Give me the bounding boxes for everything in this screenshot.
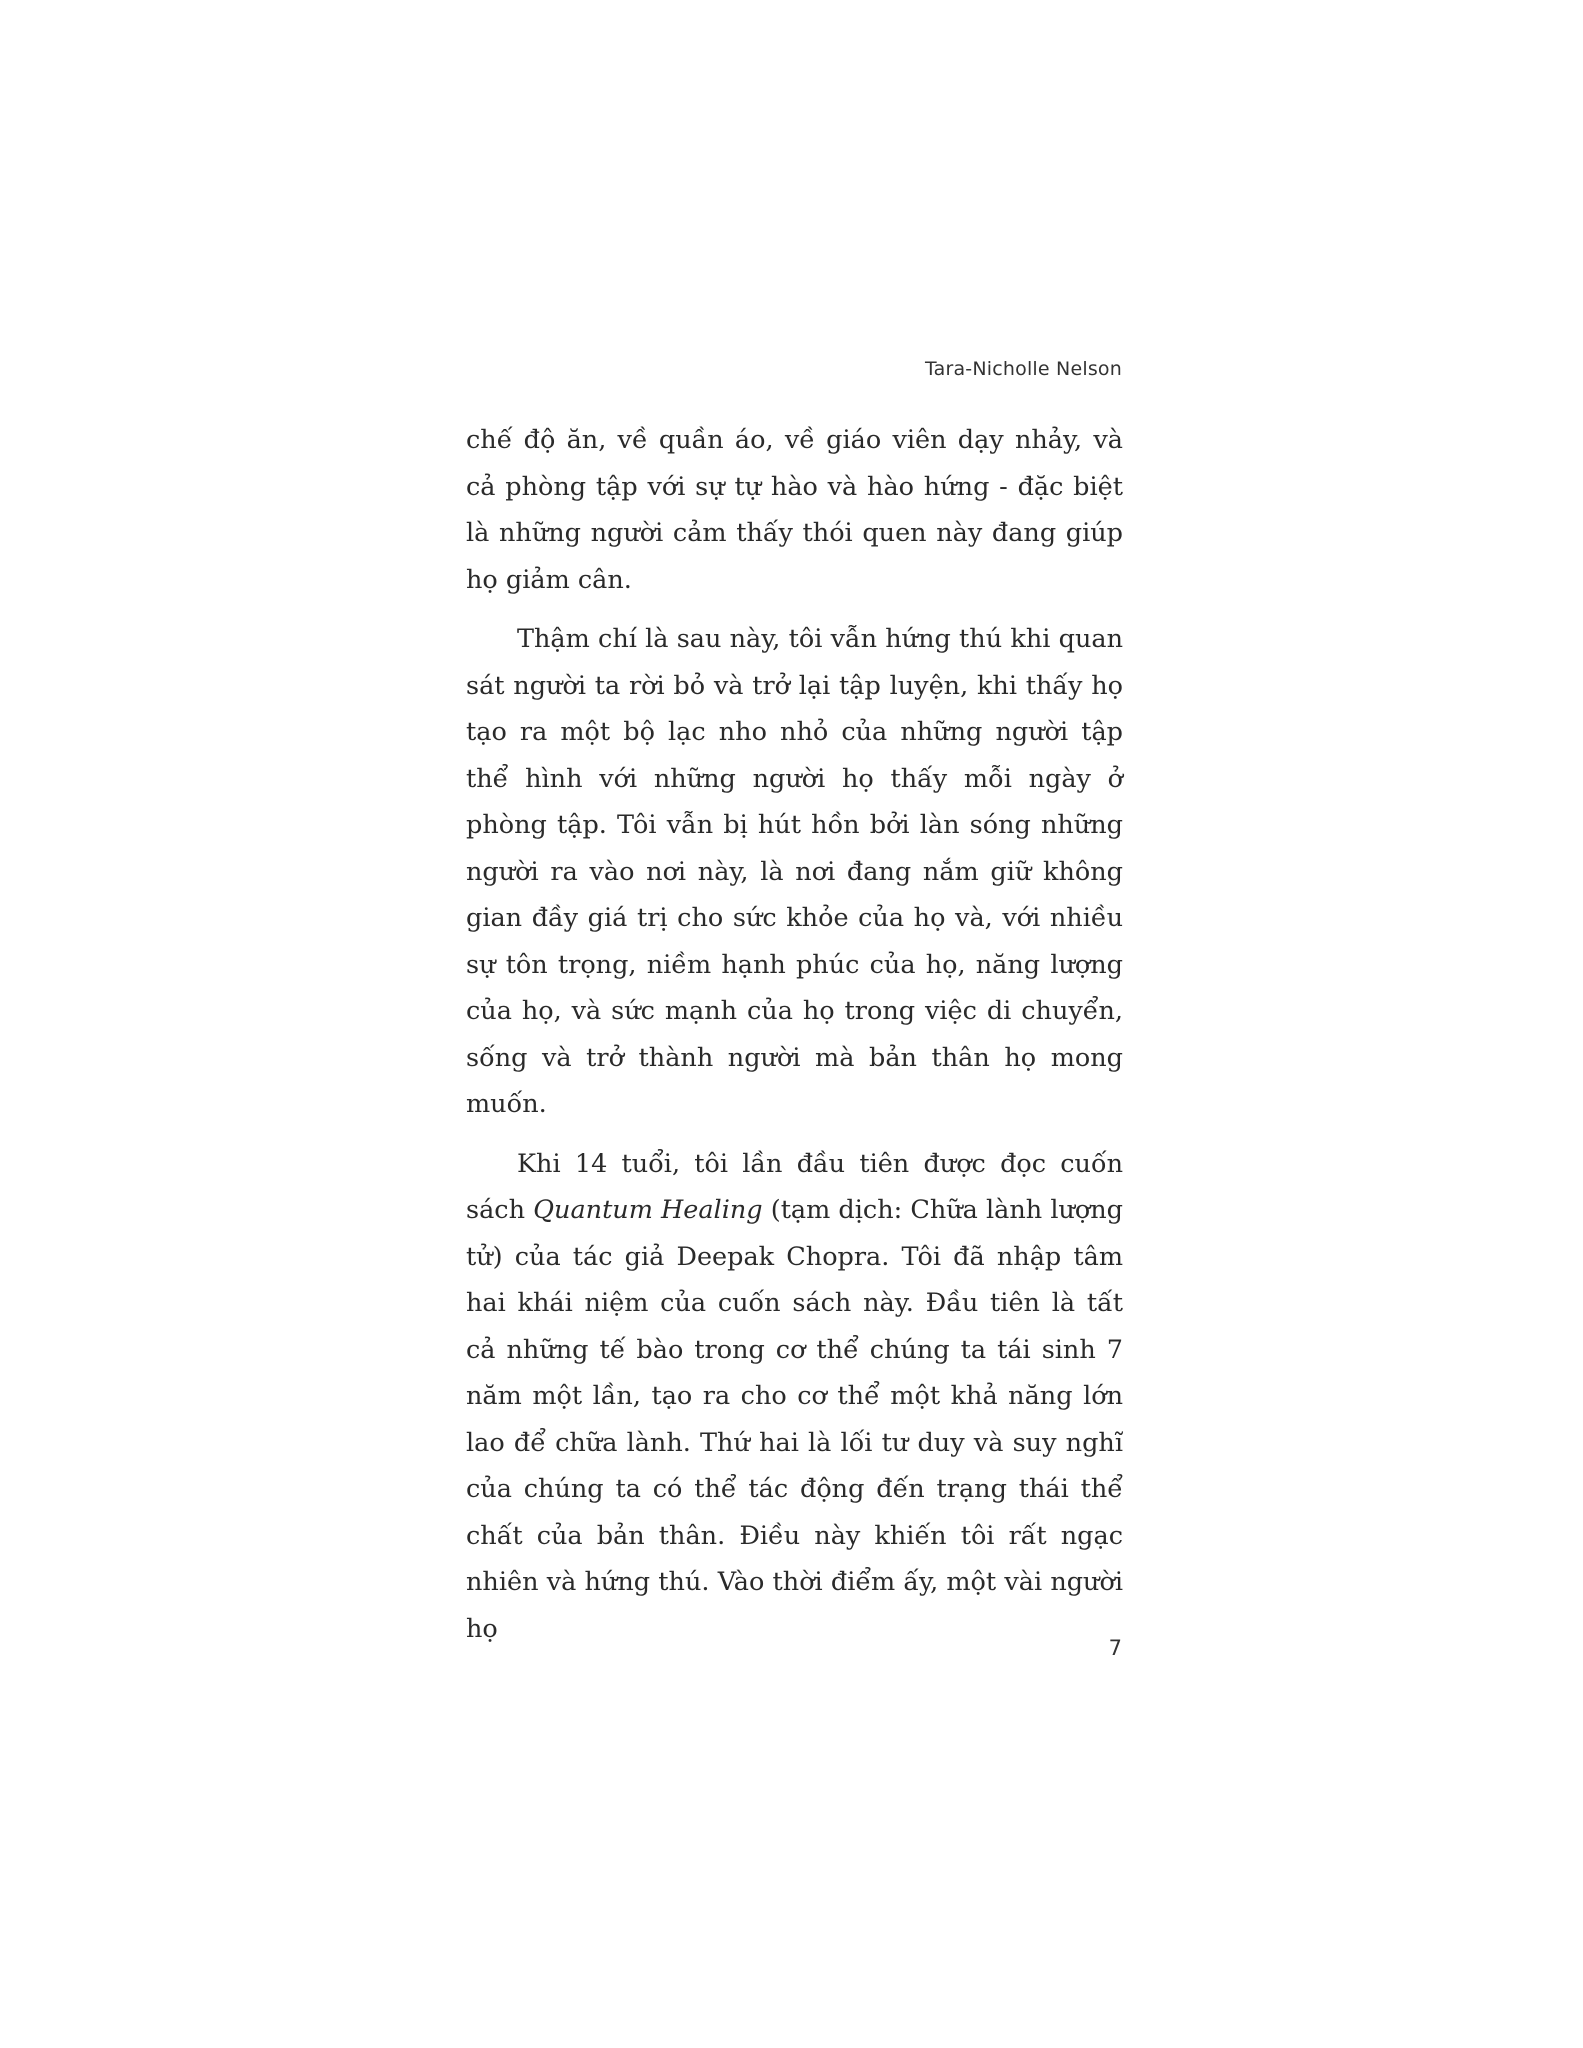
paragraph-3-rest: (tạm dịch: Chữa lành lượng tử) của tác giả Deepak Chopra. Tôi đã nhập tâm hai khái niệm của cuốn sách này. Đầu tiên là tất cả những tế bào trong cơ thể chúng ta tái sinh 7 năm một lần, tạo ra cho cơ thể một khả năng lớn lao để chữa lành. Thứ hai là lối tư duy và suy nghĩ của chúng ta có thể tác động đến trạng thái thể chất của bản thân. Điều này khiến tôi rất ngạc nhiên và hứng thú. Vào thời điểm ấy, một vài người họ [466, 1195, 1123, 1644]
body-text [466, 417, 1123, 1665]
book-title: Quantum Healing [533, 1195, 763, 1225]
page-number: 7 [1108, 1636, 1122, 1660]
running-head-author: Tara-Nicholle Nelson [924, 358, 1122, 380]
paragraph-2: Thậm chí là sau này, tôi vẫn hứng thú khi quan sát người ta rời bỏ và trở lại tập luyện, khi thấy họ tạo ra một bộ lạc nho nhỏ của những người tập thể hình với những người họ thấy mỗi ngày ở phòng tập. Tôi vẫn bị hút hồn bởi làn sóng những người ra vào nơi này, là nơi đang nắm giữ không gian đầy giá trị cho sức khỏe của họ và, với nhiều sự tôn trọng, niềm hạnh phúc của họ, năng lượng của họ, và sức mạnh của họ trong việc di chuyển, sống và trở thành người mà bản thân họ mong muốn. [466, 624, 1123, 1119]
paragraph-3 [466, 1141, 1123, 1653]
paragraph-3-intro: Khi 14 tuổi, tôi lần đầu tiên được đọc cuốn sách [466, 1148, 1123, 1225]
paragraph-1: chế độ ăn, về quần áo, về giáo viên dạy nhảy, và cả phòng tập với sự tự hào và hào hứng - đặc biệt là những người cảm thấy thói quen này đang giúp họ giảm cân. [466, 425, 1123, 595]
